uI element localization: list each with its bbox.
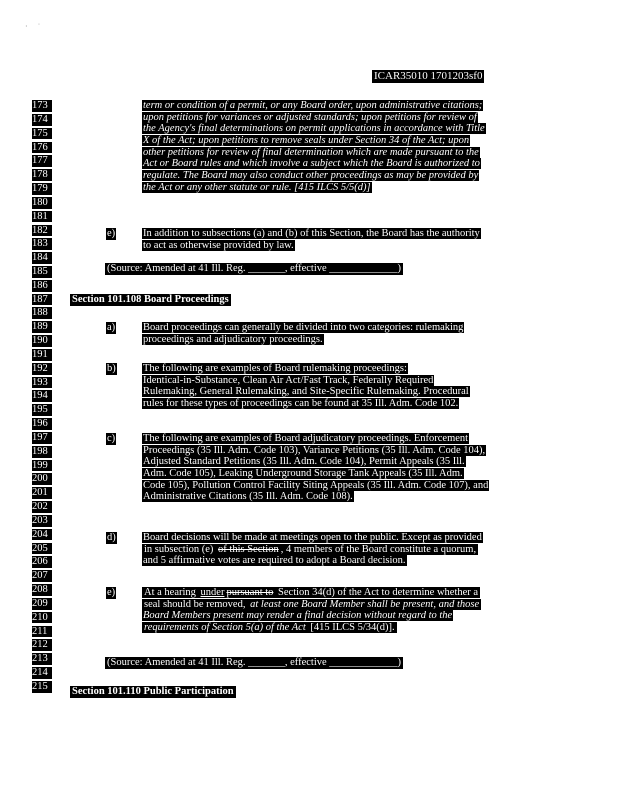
subsection-a [142, 322, 464, 345]
text-line: Board decisions will be made at meetings open to the public. Except as provided [143, 532, 482, 543]
inserted-text: under [200, 587, 225, 598]
text-line: Administrative Citations (35 Ill. Adm. Code 108). [143, 491, 353, 503]
line-number: 180 [32, 197, 52, 209]
text-fragment: [415 ILCS 5/34(d)]. [307, 622, 395, 634]
subsection-d [142, 532, 483, 567]
line-number: 204 [32, 529, 52, 541]
text-line: The following are examples of Board rulemaking proceedings: [143, 363, 407, 374]
text-line: term or condition of a permit, or any Board order, upon administrative citations; [143, 100, 483, 111]
text-line: Adm. Code 105), Leaking Underground Storage Tank Appeals (35 Ill. Adm. [143, 468, 463, 480]
line-number: 203 [32, 515, 52, 527]
page-header: ICAR35010 1701203sf0 [374, 70, 483, 82]
text-line: Board Members present may render a final decision without regard to the [143, 610, 453, 622]
source-note: (Source: Amended at 41 Ill. Reg. _______, effective _____________) [107, 657, 402, 668]
line-number: 185 [32, 266, 52, 278]
text-line [142, 622, 397, 633]
line-number: 186 [32, 280, 52, 292]
text-line [142, 599, 481, 610]
line-number: 193 [32, 377, 52, 389]
paragraph-continuation [142, 100, 486, 194]
text-line: other petitions for review of final determination which are made pursuant to the [143, 146, 479, 158]
line-number: 206 [32, 556, 52, 568]
line-number: 187 [32, 294, 52, 306]
text-line: Act or Board rules and which involve a subject which the Board is authorized to [143, 158, 480, 170]
line-number: 183 [32, 238, 52, 250]
text-line: regulate. The Board may also conduct other proceedings as may be provided by [143, 170, 479, 182]
line-number: 189 [32, 321, 52, 333]
subsection-marker: e) [107, 587, 116, 598]
text-fragment: Section 34(d) of the Act to determine whether a [275, 587, 479, 598]
line-number: 177 [32, 155, 52, 167]
line-number: 196 [32, 418, 52, 430]
line-number: 215 [32, 681, 52, 693]
line-number: 211 [32, 626, 52, 638]
text-line: the Agency's final determinations on permit applications in accordance with Title [143, 123, 485, 135]
line-number: 175 [32, 128, 52, 140]
subsection-marker: e) [107, 228, 116, 239]
line-number: 199 [32, 460, 52, 472]
line-number: 174 [32, 114, 52, 126]
line-number: 192 [32, 363, 52, 375]
text-line [142, 544, 478, 555]
line-number: 191 [32, 349, 52, 361]
line-number: 198 [32, 446, 52, 458]
line-number: 201 [32, 487, 52, 499]
statute-quote: requirements of Section 5(a) of the Act [144, 622, 306, 634]
section-heading: Section 101.108 Board Proceedings [72, 294, 229, 305]
line-number: 197 [32, 432, 52, 444]
subsection-marker: c) [107, 433, 116, 444]
text-line: Code 105), Pollution Control Facility Siting Appeals (35 Ill. Adm. Code 107), and [143, 479, 489, 491]
subsection-marker: a) [107, 322, 116, 333]
line-number: 208 [32, 584, 52, 596]
text-line: to act as otherwise provided by law. [143, 239, 294, 251]
line-number: 188 [32, 307, 52, 319]
source-note: (Source: Amended at 41 Ill. Reg. _______, effective _____________) [107, 263, 402, 274]
line-number: 194 [32, 390, 52, 402]
subsection-marker: d) [107, 532, 116, 543]
line-number: 184 [32, 252, 52, 264]
text-line: Proceedings (35 Ill. Adm. Code 103), Variance Petitions (35 Ill. Adm. Code 104), [143, 444, 486, 456]
text-fragment: seal should be removed, [144, 598, 249, 610]
line-number: 210 [32, 612, 52, 624]
text-fragment: in subsection (e) [144, 543, 217, 555]
line-number: 207 [32, 570, 52, 582]
section-heading: Section 101.110 Public Participation [72, 686, 234, 697]
subsection-e-authority [142, 228, 481, 251]
deleted-text: of this Section [218, 543, 279, 555]
line-number: 213 [32, 653, 52, 665]
line-number: 176 [32, 142, 52, 154]
line-number: 200 [32, 473, 52, 485]
subsection-c [142, 433, 489, 503]
subsection-e-hearing [142, 587, 481, 634]
text-line [142, 587, 480, 598]
scan-specks: · ˙ [25, 22, 41, 31]
text-line: proceedings and adjudicatory proceedings. [143, 333, 323, 345]
text-line: Identical-in-Substance, Clean Air Act/Fast Track, Federally Required [143, 374, 434, 386]
statute-quote: at least one Board Member shall be present, and those [250, 598, 480, 610]
line-number: 182 [32, 225, 52, 237]
line-number: 179 [32, 183, 52, 195]
text-line: The following are examples of Board adjudicatory proceedings. Enforcement [143, 433, 469, 444]
text-line: and 5 affirmative votes are required to adopt a Board decision. [143, 555, 406, 567]
text-line: upon petitions for variances or adjusted standards; upon petitions for review of [143, 111, 477, 123]
text-line: X of the Act; upon petitions to remove seals under Section 34 of the Act; upon [143, 135, 470, 147]
text-line: Adjusted Standard Petitions (35 Ill. Adm. Code 104), Permit Appeals (35 Ill. [143, 456, 465, 468]
line-number: 205 [32, 543, 52, 555]
line-number: 195 [32, 404, 52, 416]
line-number: 178 [32, 169, 52, 181]
text-line: In addition to subsections (a) and (b) of this Section, the Board has the authority [143, 228, 480, 239]
text-line: Board proceedings can generally be divided into two categories: rulemaking [143, 322, 464, 333]
line-number: 173 [32, 100, 52, 112]
text-line: the Act or any other statute or rule. [415 ILCS 5/5(d)] [143, 181, 371, 193]
line-number: 202 [32, 501, 52, 513]
line-number: 209 [32, 598, 52, 610]
subsection-marker: b) [107, 363, 116, 374]
deleted-text: pursuant to [226, 587, 274, 598]
text-fragment: At a hearing [144, 587, 199, 598]
line-number: 190 [32, 335, 52, 347]
text-fragment: , 4 members of the Board constitute a quorum, [280, 543, 477, 555]
text-line: Rulemaking, General Rulemaking, and Site-Specific Rulemaking. Procedural [143, 386, 469, 398]
subsection-b [142, 363, 470, 410]
line-number: 212 [32, 639, 52, 651]
line-number: 214 [32, 667, 52, 679]
text-line: rules for these types of proceedings can be found at 35 Ill. Adm. Code 102. [143, 398, 459, 410]
line-number: 181 [32, 211, 52, 223]
